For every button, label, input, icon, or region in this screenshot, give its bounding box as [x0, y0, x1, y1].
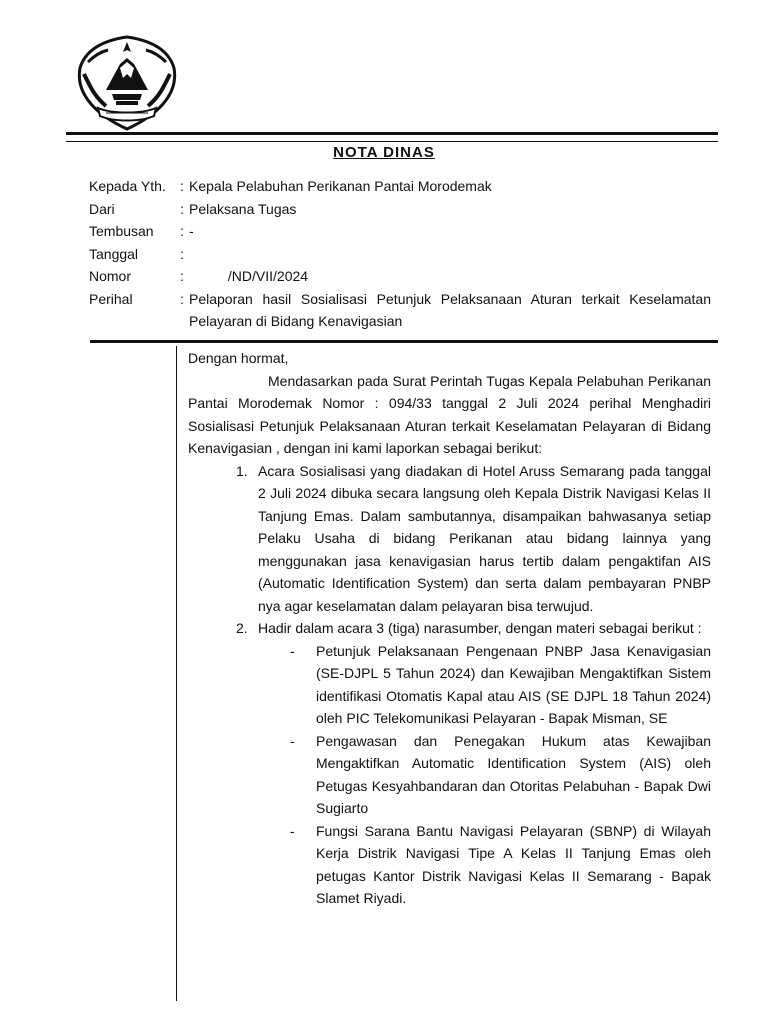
field-label: Kepada Yth. — [89, 178, 166, 194]
list-item — [188, 617, 711, 640]
greeting: Dengan hormat, — [188, 350, 289, 366]
field-row-nomor — [89, 265, 711, 288]
field-row-tembusan — [89, 220, 711, 243]
item-content — [258, 460, 711, 618]
list-item — [188, 460, 711, 618]
field-value: Pelaporan hasil Sosialisasi Petunjuk Pelaksanaan Aturan terkait Keselamatan Pelayaran di Bidang Kenavigasian — [189, 290, 711, 329]
field-colon: : — [180, 245, 184, 262]
field-row-dari — [89, 198, 711, 221]
document-title: NOTA DINAS — [333, 144, 435, 161]
memo-header-fields — [89, 175, 711, 333]
report-items-list — [188, 460, 711, 640]
field-label: Tembusan — [89, 223, 154, 239]
item-text: Acara Sosialisasi yang diadakan di Hotel Aruss Semarang pada tanggal 2 Juli 2024 dibuka secara langsung oleh Kepala Distrik Navigasi Kelas II Tanjung Emas. Dalam sambutannya, disampaikan bahwasanya setiap Pelaku Usaha di bidang Perikanan atau bidang lainnya yang menggunakan jasa kenavigasian harus tertib dalam pengaktifan AIS (Automatic Identification System) dan serta dalam pembayaran PNBP nya agar keselamatan dalam pelayaran bisa terwujud. — [258, 462, 711, 614]
sub-item-text: Petunjuk Pelaksanaan Pengenaan PNBP Jasa Kenavigasian (SE-DJPL 5 Tahun 2024) dan Kewajiban Mengaktifkan Sistem identifikasi Otomatis Kapal atau AIS (SE DJPL 18 Tahun 2024) oleh PIC Telekomunikasi Pelayaran - Bapak Misman, SE — [316, 642, 711, 726]
field-value — [189, 243, 711, 266]
field-row-tanggal — [89, 243, 711, 266]
list-item — [258, 730, 711, 820]
header-rule-thick — [66, 132, 718, 135]
item-number: 2. — [236, 620, 248, 636]
body-separator-rule — [90, 340, 718, 343]
field-value: Kepala Pelabuhan Perikanan Pantai Morodemak — [189, 178, 492, 194]
field-value: /ND/VII/2024 — [189, 268, 309, 284]
margin-vertical-line — [176, 346, 177, 1001]
list-item — [258, 820, 711, 910]
bullet-dash: - — [290, 642, 295, 659]
header-rule-thin — [66, 141, 718, 142]
field-colon: : — [180, 223, 184, 239]
field-colon: : — [180, 290, 184, 307]
list-item — [258, 640, 711, 730]
field-value: Pelaksana Tugas — [189, 200, 297, 217]
sub-item-text: Fungsi Sarana Bantu Navigasi Pelayaran (SBNP) di Wilayah Kerja Distrik Navigasi Tipe A Kelas II Tanjung Emas oleh petugas Kantor Distrik Navigasi Kelas II Semarang - Bapak Slamet Riyadi. — [316, 822, 711, 906]
intro-paragraph: Mendasarkan pada Surat Perintah Tugas Kepala Pelabuhan Perikanan Pantai Morodemak Nomor : 094/33 tanggal 2 Juli 2024 perihal Menghadiri Sosialisasi Petunjuk Pelaksanaan Aturan terkait Keselamatan Pelayaran di Bidang Kenavigasian , dengan ini kami laporkan sebagai berikut: — [188, 372, 711, 456]
sub-item-text: Pengawasan dan Penegakan Hukum atas Kewajiban Mengaktifkan Automatic Identification System (AIS) oleh Petugas Kesyahbandaran dan Otoritas Pelabuhan - Bapak Dwi Sugiarto — [316, 732, 711, 816]
coat-of-arms-logo-icon — [76, 34, 178, 132]
field-row-kepada — [89, 175, 711, 198]
bullet-dash: - — [290, 822, 295, 839]
item-text: Hadir dalam acara 3 (tiga) narasumber, dengan materi sebagai berikut : — [258, 620, 702, 636]
field-colon: : — [180, 178, 184, 194]
item-content — [258, 617, 711, 640]
field-label: Tanggal — [89, 245, 139, 262]
field-row-perihal — [89, 288, 711, 333]
field-colon: : — [180, 268, 184, 284]
field-colon: : — [180, 200, 184, 217]
field-label: Dari — [89, 200, 115, 217]
speaker-topics-list — [258, 640, 711, 910]
field-label: Perihal — [89, 290, 133, 307]
field-label: Nomor — [89, 268, 132, 284]
memo-body — [188, 347, 711, 910]
bullet-dash: - — [290, 732, 295, 749]
item-number: 1. — [236, 462, 248, 479]
field-value: - — [189, 223, 194, 239]
